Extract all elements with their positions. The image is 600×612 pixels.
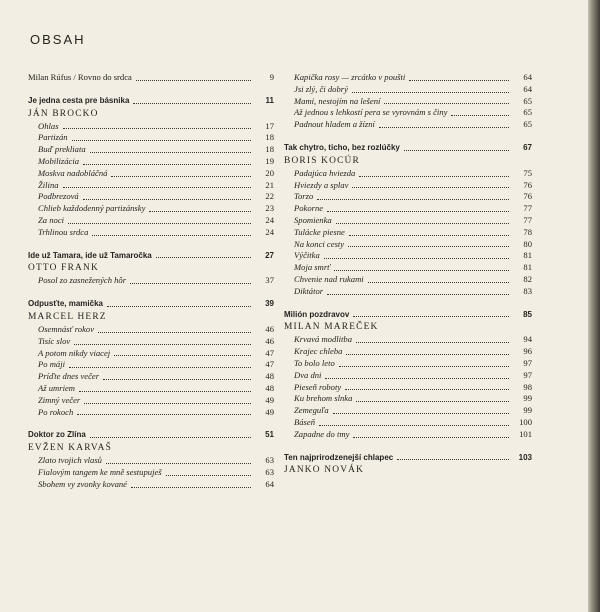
poem-entry-title: Partizán [38, 132, 68, 143]
toc-section [28, 72, 274, 84]
poem-entry [28, 324, 274, 336]
poem-entry-title: Mami, nestojím na lešení [294, 95, 381, 106]
dot-leader [106, 463, 251, 464]
poem-entry [28, 275, 274, 287]
poem-entry [284, 107, 532, 119]
dot-leader [63, 128, 251, 129]
poem-entry-page-number: 99 [523, 405, 532, 416]
poem-entry [284, 393, 532, 405]
toc-entry-title: Ten najprirodzenejší chlapec [284, 452, 394, 462]
poem-entry [28, 203, 274, 215]
toc-entry [28, 298, 274, 310]
poem-entry-page-number: 24 [265, 226, 274, 237]
poem-entry-title: Sbohem vy zvonky kované [38, 478, 127, 489]
dot-leader [98, 332, 251, 333]
dot-leader [327, 294, 509, 295]
toc-section [284, 452, 532, 478]
toc-entry-page-number: 11 [265, 95, 274, 105]
poem-entry [284, 119, 532, 131]
dot-leader [114, 355, 251, 356]
poem-entry-page-number: 64 [523, 83, 532, 94]
poem-entry [284, 286, 532, 298]
poem-entry-page-number: 75 [523, 167, 532, 178]
dot-leader [111, 176, 251, 177]
poem-entry-page-number: 18 [265, 144, 274, 155]
toc-entry-page-number: 39 [265, 299, 274, 309]
dot-leader [79, 391, 251, 392]
poem-entry-title: Krajec chleba [294, 346, 343, 357]
poem-entry-page-number: 94 [523, 334, 532, 345]
poem-entry-title: Pokorne [294, 203, 324, 214]
dot-leader [156, 257, 251, 258]
dot-leader [333, 413, 509, 414]
dot-leader [72, 140, 251, 141]
poem-entry [284, 382, 532, 394]
poem-entry-title: Osemnásť rokov [38, 323, 95, 334]
poem-entry-title: Až jednou s lehkostí pera se vyrovnám s činy [294, 107, 448, 118]
dot-leader [63, 187, 251, 188]
poem-entry-page-number: 46 [265, 323, 274, 334]
poem-entry-page-number: 97 [523, 357, 532, 368]
poem-entry-title: Pieseň roboty [294, 381, 342, 392]
dot-leader [356, 401, 509, 402]
toc-entry [28, 95, 274, 107]
dot-leader [77, 414, 251, 415]
author-name: JANKO NOVÁK [284, 465, 365, 476]
poem-entry-page-number: 83 [523, 285, 532, 296]
dot-leader [92, 235, 251, 236]
toc-entry-page-number: 67 [523, 142, 532, 152]
poem-entry-title: Za noci [38, 214, 65, 225]
poem-entry-page-number: 48 [265, 382, 274, 393]
author-name: MARCEL HERZ [28, 311, 107, 322]
dot-leader [353, 316, 509, 317]
dot-leader [74, 344, 251, 345]
poem-entry-page-number: 20 [265, 167, 274, 178]
poem-entry [28, 156, 274, 168]
poem-entry-page-number: 46 [265, 335, 274, 346]
poem-entry [284, 429, 532, 441]
poem-entry [28, 227, 274, 239]
poem-entry-page-number: 96 [523, 346, 532, 357]
poem-entry [284, 250, 532, 262]
toc-section [284, 142, 532, 298]
poem-entry [28, 359, 274, 371]
toc-entry-title: Milión pozdravov [284, 309, 350, 319]
poem-entry-page-number: 64 [523, 72, 532, 82]
author-name: EVŽEN KARVAŠ [28, 443, 113, 454]
poem-entry-title: Ohlas [38, 120, 59, 131]
poem-entry-title: Krvavá modlitba [294, 334, 353, 345]
dot-leader [83, 199, 251, 200]
poem-entry-page-number: 18 [265, 132, 274, 143]
poem-entry [284, 334, 532, 346]
toc-entry [28, 250, 274, 262]
toc-entry [284, 452, 532, 464]
poem-entry [28, 395, 274, 407]
poem-entry-page-number: 77 [523, 214, 532, 225]
poem-entry-page-number: 76 [523, 191, 532, 202]
author-name: JÁN BROCKO [28, 108, 99, 119]
dot-leader [133, 103, 251, 104]
poem-entry [28, 180, 274, 192]
toc-section [284, 72, 532, 131]
toc-section [28, 95, 274, 239]
dot-leader [166, 475, 251, 476]
poem-entry [284, 191, 532, 203]
dot-leader [349, 235, 509, 236]
poem-entry-title: Jsi zlý, či dobrý [294, 83, 348, 94]
poem-entry [28, 191, 274, 203]
dot-leader [336, 223, 509, 224]
dot-leader [345, 389, 509, 390]
author-name: MILAN MAREČEK [284, 322, 379, 333]
dot-leader [131, 487, 251, 488]
poem-entry [28, 455, 274, 467]
author-name: OTTO FRANK [28, 263, 99, 274]
poem-entry [284, 262, 532, 274]
poem-entry-title: Zapadne do tmy [294, 428, 350, 439]
poem-entry-page-number: 98 [523, 381, 532, 392]
poem-entry [28, 407, 274, 419]
dot-leader [348, 246, 509, 247]
toc-entry-title: Doktor zo Zlína [28, 430, 86, 440]
toc-entry-page-number: 51 [265, 430, 274, 440]
dot-leader [103, 379, 251, 380]
poem-entry-title: Na konci cesty [294, 238, 345, 249]
poem-entry [28, 467, 274, 479]
poem-entry-title: Tulácke piesne [294, 226, 345, 237]
poem-entry [284, 358, 532, 370]
dot-leader [90, 152, 251, 153]
poem-entry-title: Báseň [294, 416, 316, 427]
poem-entry-title: Až umriem [38, 382, 75, 393]
poem-entry-title: Zimný večer [38, 394, 81, 405]
poem-entry [284, 203, 532, 215]
dot-leader [404, 150, 509, 151]
poem-entry [284, 417, 532, 429]
poem-entry-title: Moja smrť [294, 262, 331, 273]
poem-entry [284, 84, 532, 96]
toc-section [284, 309, 532, 441]
poem-entry [284, 180, 532, 192]
dot-leader [359, 176, 509, 177]
poem-entry-page-number: 81 [523, 250, 532, 261]
poem-entry-title: To bolo leto [294, 357, 335, 368]
poem-entry-title: Podbrezová [38, 191, 79, 202]
poem-entry-page-number: 97 [523, 369, 532, 380]
poem-entry [284, 227, 532, 239]
page-edge-shadow [588, 0, 600, 612]
poem-entry-page-number: 65 [523, 95, 532, 106]
dot-leader [409, 80, 509, 81]
poem-entry-title: Dva dni [294, 369, 322, 380]
toc-entry [284, 309, 532, 321]
poem-entry-title: Chlieb každodenný partizánsky [38, 203, 146, 214]
poem-entry-title: Padajúca hviezda [294, 167, 356, 178]
toc-entry-page-number: 9 [269, 72, 274, 82]
poem-entry-title: Chvenie nad rukami [294, 273, 364, 284]
poem-entry-title: Fialovým tangem ke mně sestupuješ [38, 466, 162, 477]
toc-entry-page-number: 103 [518, 452, 532, 462]
poem-entry-page-number: 37 [265, 275, 274, 286]
poem-entry-page-number: 47 [265, 359, 274, 370]
poem-entry-title: Diktátor [294, 285, 324, 296]
toc-entry-page-number: 85 [523, 309, 532, 319]
poem-entry-page-number: 64 [265, 478, 274, 489]
poem-entry [28, 371, 274, 383]
poem-entry-page-number: 24 [265, 214, 274, 225]
dot-leader [334, 270, 509, 271]
toc-section [28, 429, 274, 490]
dot-leader [136, 80, 251, 81]
poem-entry-page-number: 48 [265, 371, 274, 382]
toc-entry-title: Odpusťte, mamička [28, 299, 103, 309]
poem-entry-page-number: 63 [265, 466, 274, 477]
dot-leader [90, 437, 251, 438]
poem-entry [284, 72, 532, 84]
dot-leader [84, 403, 251, 404]
poem-entry [284, 96, 532, 108]
dot-leader [353, 437, 509, 438]
poem-entry [28, 168, 274, 180]
dot-leader [368, 282, 509, 283]
poem-entry-title: Kapička rosy — zrcátko v poušti [294, 72, 406, 82]
poem-entry [284, 346, 532, 358]
toc-right-column [284, 72, 532, 488]
poem-entry [28, 215, 274, 227]
toc-section [28, 250, 274, 288]
dot-leader [346, 354, 509, 355]
dot-leader [319, 425, 509, 426]
poem-entry-title: Príďte dnes večer [38, 371, 100, 382]
poem-entry-page-number: 23 [265, 203, 274, 214]
poem-entry-title: Ku brehom slnka [294, 393, 353, 404]
poem-entry [28, 348, 274, 360]
poem-entry [284, 405, 532, 417]
poem-entry [28, 121, 274, 133]
poem-entry-title: Po rokoch [38, 406, 74, 417]
poem-entry-title: Tisíc slov [38, 335, 71, 346]
toc-left-column [28, 72, 274, 502]
poem-entry-title: Buď prekliata [38, 144, 86, 155]
poem-entry-page-number: 17 [265, 120, 274, 131]
poem-entry-page-number: 19 [265, 155, 274, 166]
poem-entry-page-number: 77 [523, 203, 532, 214]
dot-leader [325, 378, 509, 379]
poem-entry [28, 144, 274, 156]
poem-entry-title: Spomienka [294, 214, 332, 225]
poem-entry-page-number: 99 [523, 393, 532, 404]
toc-section [28, 298, 274, 418]
toc-heading: OBSAH [30, 32, 86, 47]
poem-entry [284, 239, 532, 251]
dot-leader [397, 459, 509, 460]
poem-entry-page-number: 100 [519, 416, 532, 427]
poem-entry-page-number: 21 [265, 179, 274, 190]
toc-entry [284, 142, 532, 154]
poem-entry-page-number: 63 [265, 455, 274, 466]
poem-entry [284, 274, 532, 286]
poem-entry-page-number: 81 [523, 262, 532, 273]
toc-entry-page-number: 27 [265, 250, 274, 260]
poem-entry-page-number: 76 [523, 179, 532, 190]
dot-leader [130, 283, 251, 284]
toc-entry-title: Milan Rúfus / Rovno do srdca [28, 72, 132, 82]
poem-entry-page-number: 80 [523, 238, 532, 249]
poem-entry-page-number: 49 [265, 394, 274, 405]
toc-entry-title: Ide už Tamara, ide už Tamaročka [28, 250, 152, 260]
toc-entry [28, 72, 274, 84]
poem-entry [28, 479, 274, 491]
dot-leader [68, 223, 251, 224]
dot-leader [107, 306, 251, 307]
poem-entry-page-number: 78 [523, 226, 532, 237]
poem-entry-page-number: 101 [519, 428, 532, 439]
dot-leader [384, 103, 509, 104]
dot-leader [324, 258, 509, 259]
poem-entry-page-number: 47 [265, 347, 274, 358]
poem-entry-page-number: 22 [265, 191, 274, 202]
poem-entry-page-number: 82 [523, 273, 532, 284]
poem-entry-title: Zlato tvojich vlasů [38, 455, 102, 466]
poem-entry-page-number: 49 [265, 406, 274, 417]
poem-entry-title: Trhlinou srdca [38, 226, 89, 237]
dot-leader [69, 367, 251, 368]
dot-leader [149, 211, 251, 212]
poem-entry [28, 383, 274, 395]
poem-entry-title: Posol zo zasnežených hôr [38, 275, 127, 286]
poem-entry [28, 132, 274, 144]
dot-leader [379, 127, 509, 128]
poem-entry-title: Žilina [38, 179, 59, 190]
poem-entry-title: Zemeguľa [294, 405, 329, 416]
poem-entry-title: A potom nikdy viacej [38, 347, 111, 358]
poem-entry [284, 168, 532, 180]
poem-entry-title: Padnout hladem a žízní [294, 119, 375, 130]
dot-leader [339, 366, 509, 367]
poem-entry-title: Po máji [38, 359, 65, 370]
toc-entry [28, 429, 274, 441]
dot-leader [352, 187, 509, 188]
poem-entry-title: Hviezdy a splav [294, 179, 349, 190]
dot-leader [83, 164, 251, 165]
toc-entry-title: Je jedna cesta pre básnika [28, 95, 130, 105]
dot-leader [352, 92, 509, 93]
poem-entry [284, 370, 532, 382]
poem-entry [284, 215, 532, 227]
poem-entry-title: Mobilizácia [38, 155, 80, 166]
dot-leader [317, 199, 509, 200]
poem-entry-page-number: 65 [523, 107, 532, 118]
author-name: BORIS KOCÚR [284, 155, 360, 166]
dot-leader [451, 115, 509, 116]
poem-entry-title: Moskva nadobláčná [38, 167, 108, 178]
poem-entry [28, 336, 274, 348]
dot-leader [327, 211, 509, 212]
poem-entry-page-number: 65 [523, 119, 532, 130]
poem-entry-title: Výčitka [294, 250, 320, 261]
toc-entry-title: Tak chytro, ticho, bez rozlúčky [284, 142, 400, 152]
poem-entry-title: Torzo [294, 191, 314, 202]
dot-leader [356, 342, 509, 343]
